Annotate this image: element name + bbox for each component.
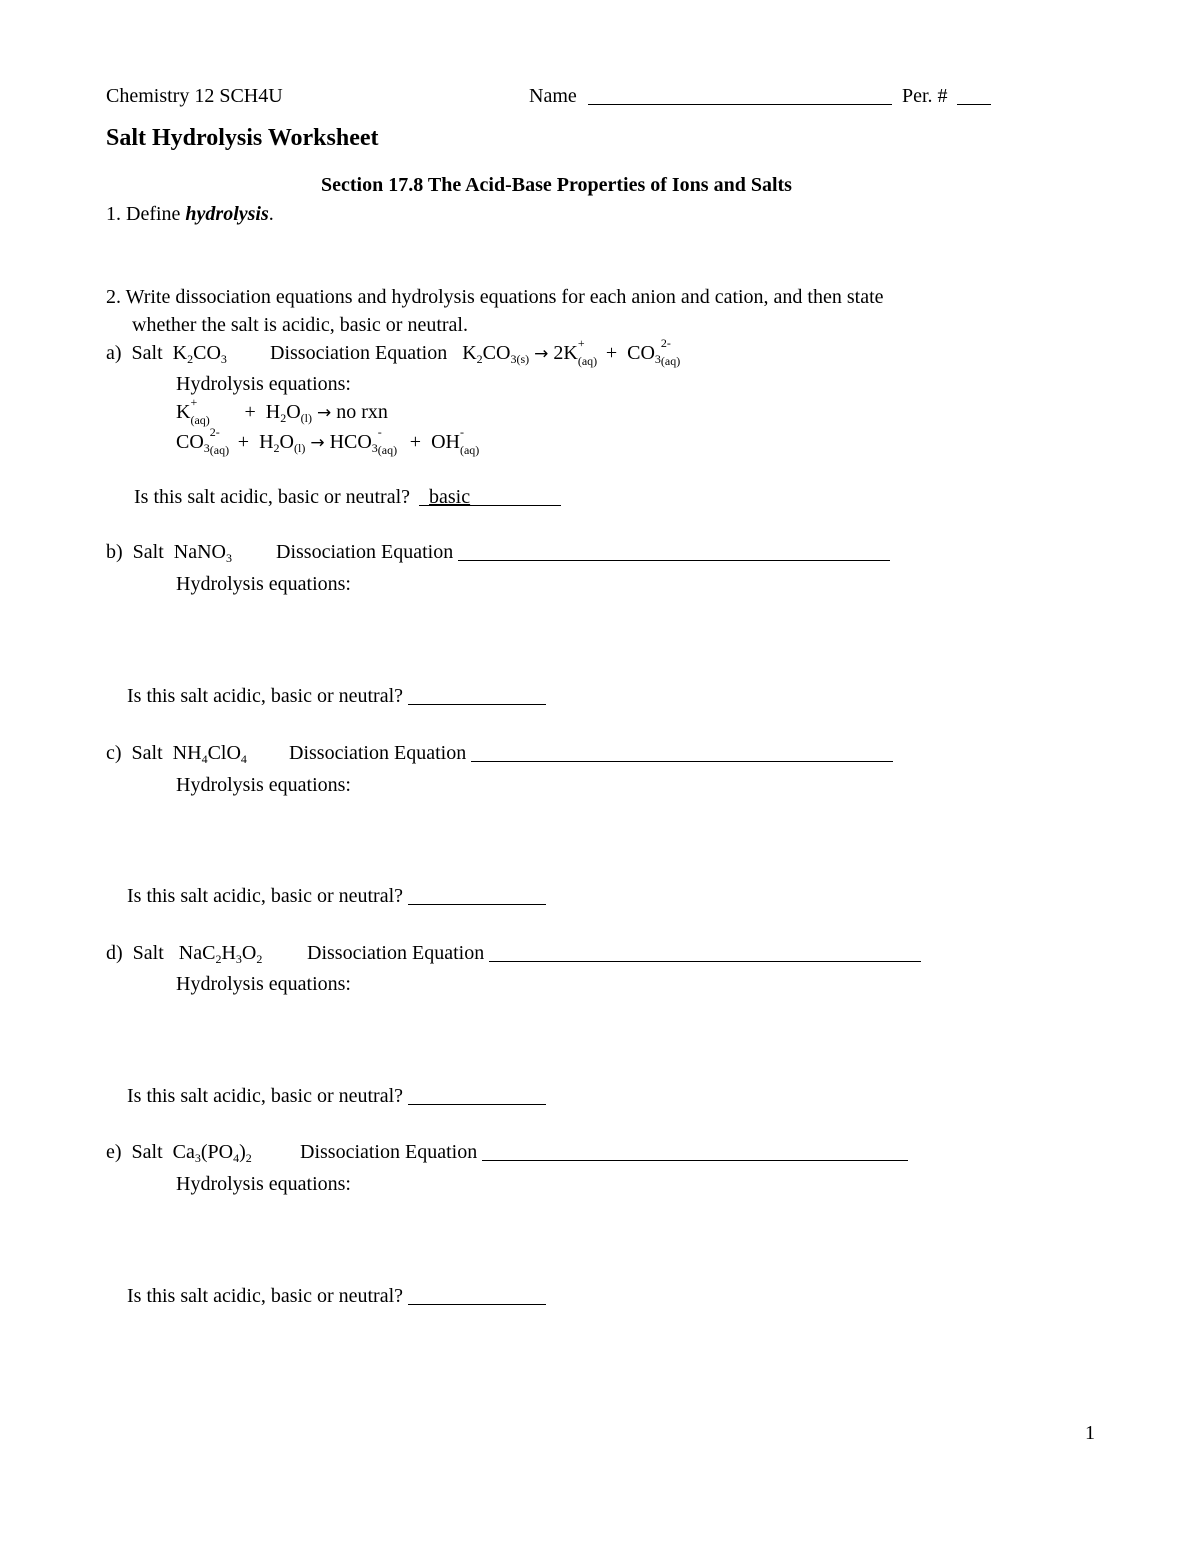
page-number: 1 xyxy=(1085,1422,1095,1444)
part-c-hydrolysis-label: Hydrolysis equations: xyxy=(176,774,351,796)
part-e-hydrolysis-label: Hydrolysis equations: xyxy=(176,1173,351,1195)
part-e-salt-row: e) Salt $Ca_3(PO_4)_2$ xyxy=(106,1141,252,1165)
period-label: Per. # xyxy=(902,85,948,107)
part-d-answer-blank[interactable] xyxy=(408,1086,546,1105)
part-b-question[interactable]: Is this salt acidic, basic or neutral? xyxy=(127,686,546,706)
part-a-hydrolysis-eq-1: K + (aq) + $H_2O_{(l)}$ → no rxn xyxy=(176,395,388,427)
part-c-answer-blank[interactable] xyxy=(408,886,546,905)
part-a-dissociation: Dissociation Equation $K_2CO_{3(s)} \to 2K$ + (aq) + $CO_3$ 2- (aq) xyxy=(270,336,681,368)
period-blank[interactable] xyxy=(957,86,991,105)
part-d-dissociation[interactable]: Dissociation Equation xyxy=(307,943,921,963)
part-b-dissociation-blank[interactable] xyxy=(458,542,890,561)
part-d-dissociation-blank[interactable] xyxy=(489,943,921,962)
part-d-salt-row: d) Salt $NaC_2H_3O_2$ xyxy=(106,942,263,966)
part-d-hydrolysis-label: Hydrolysis equations: xyxy=(176,973,351,995)
part-a-hydrolysis-label: Hydrolysis equations: xyxy=(176,373,351,395)
worksheet-title: Salt Hydrolysis Worksheet xyxy=(106,125,379,151)
part-c-question[interactable]: Is this salt acidic, basic or neutral? xyxy=(127,886,546,906)
course-label: Chemistry 12 SCH4U xyxy=(106,85,283,107)
question-1: 1. Define hydrolysis. xyxy=(106,203,274,225)
part-b-answer-blank[interactable] xyxy=(408,686,546,705)
hydrolysis-term: hydrolysis xyxy=(185,203,269,225)
period-field[interactable] xyxy=(902,86,991,106)
part-b-dissociation[interactable]: Dissociation Equation xyxy=(276,542,890,562)
part-c-salt-row: c) Salt $NH_4ClO_4$ xyxy=(106,742,247,766)
part-a-answer: basic xyxy=(429,486,471,508)
part-c-dissociation[interactable]: Dissociation Equation xyxy=(289,743,893,763)
part-e-dissociation[interactable]: Dissociation Equation xyxy=(300,1142,908,1162)
part-a-salt-row: a) Salt $K_2CO_3$ xyxy=(106,342,227,366)
part-c-dissociation-blank[interactable] xyxy=(471,743,893,762)
section-heading: Section 17.8 The Acid-Base Properties of Ions and Salts xyxy=(321,174,792,196)
name-label: Name xyxy=(529,85,577,107)
part-e-question[interactable]: Is this salt acidic, basic or neutral? xyxy=(127,1286,546,1306)
part-a-question: Is this salt acidic, basic or neutral? basic xyxy=(134,487,561,507)
name-field[interactable] xyxy=(529,86,892,106)
part-b-hydrolysis-label: Hydrolysis equations: xyxy=(176,573,351,595)
part-a-hydrolysis-eq-2: $CO_3$ 2- (aq) + $H_2O_{(l)} \to HCO_3$ - (aq) + OH - (aq) xyxy=(176,425,480,457)
question-2-line-2: whether the salt is acidic, basic or neutral. xyxy=(132,314,468,336)
part-d-question[interactable]: Is this salt acidic, basic or neutral? xyxy=(127,1086,546,1106)
part-a-answer-blank[interactable] xyxy=(419,487,561,506)
part-e-answer-blank[interactable] xyxy=(408,1286,546,1305)
name-blank[interactable] xyxy=(588,86,892,105)
part-b-salt-row: b) Salt NaNO$_3$ xyxy=(106,541,233,565)
question-2-line-1: 2. Write dissociation equations and hydrolysis equations for each anion and cation, and then state xyxy=(106,286,884,308)
part-e-dissociation-blank[interactable] xyxy=(482,1142,908,1161)
